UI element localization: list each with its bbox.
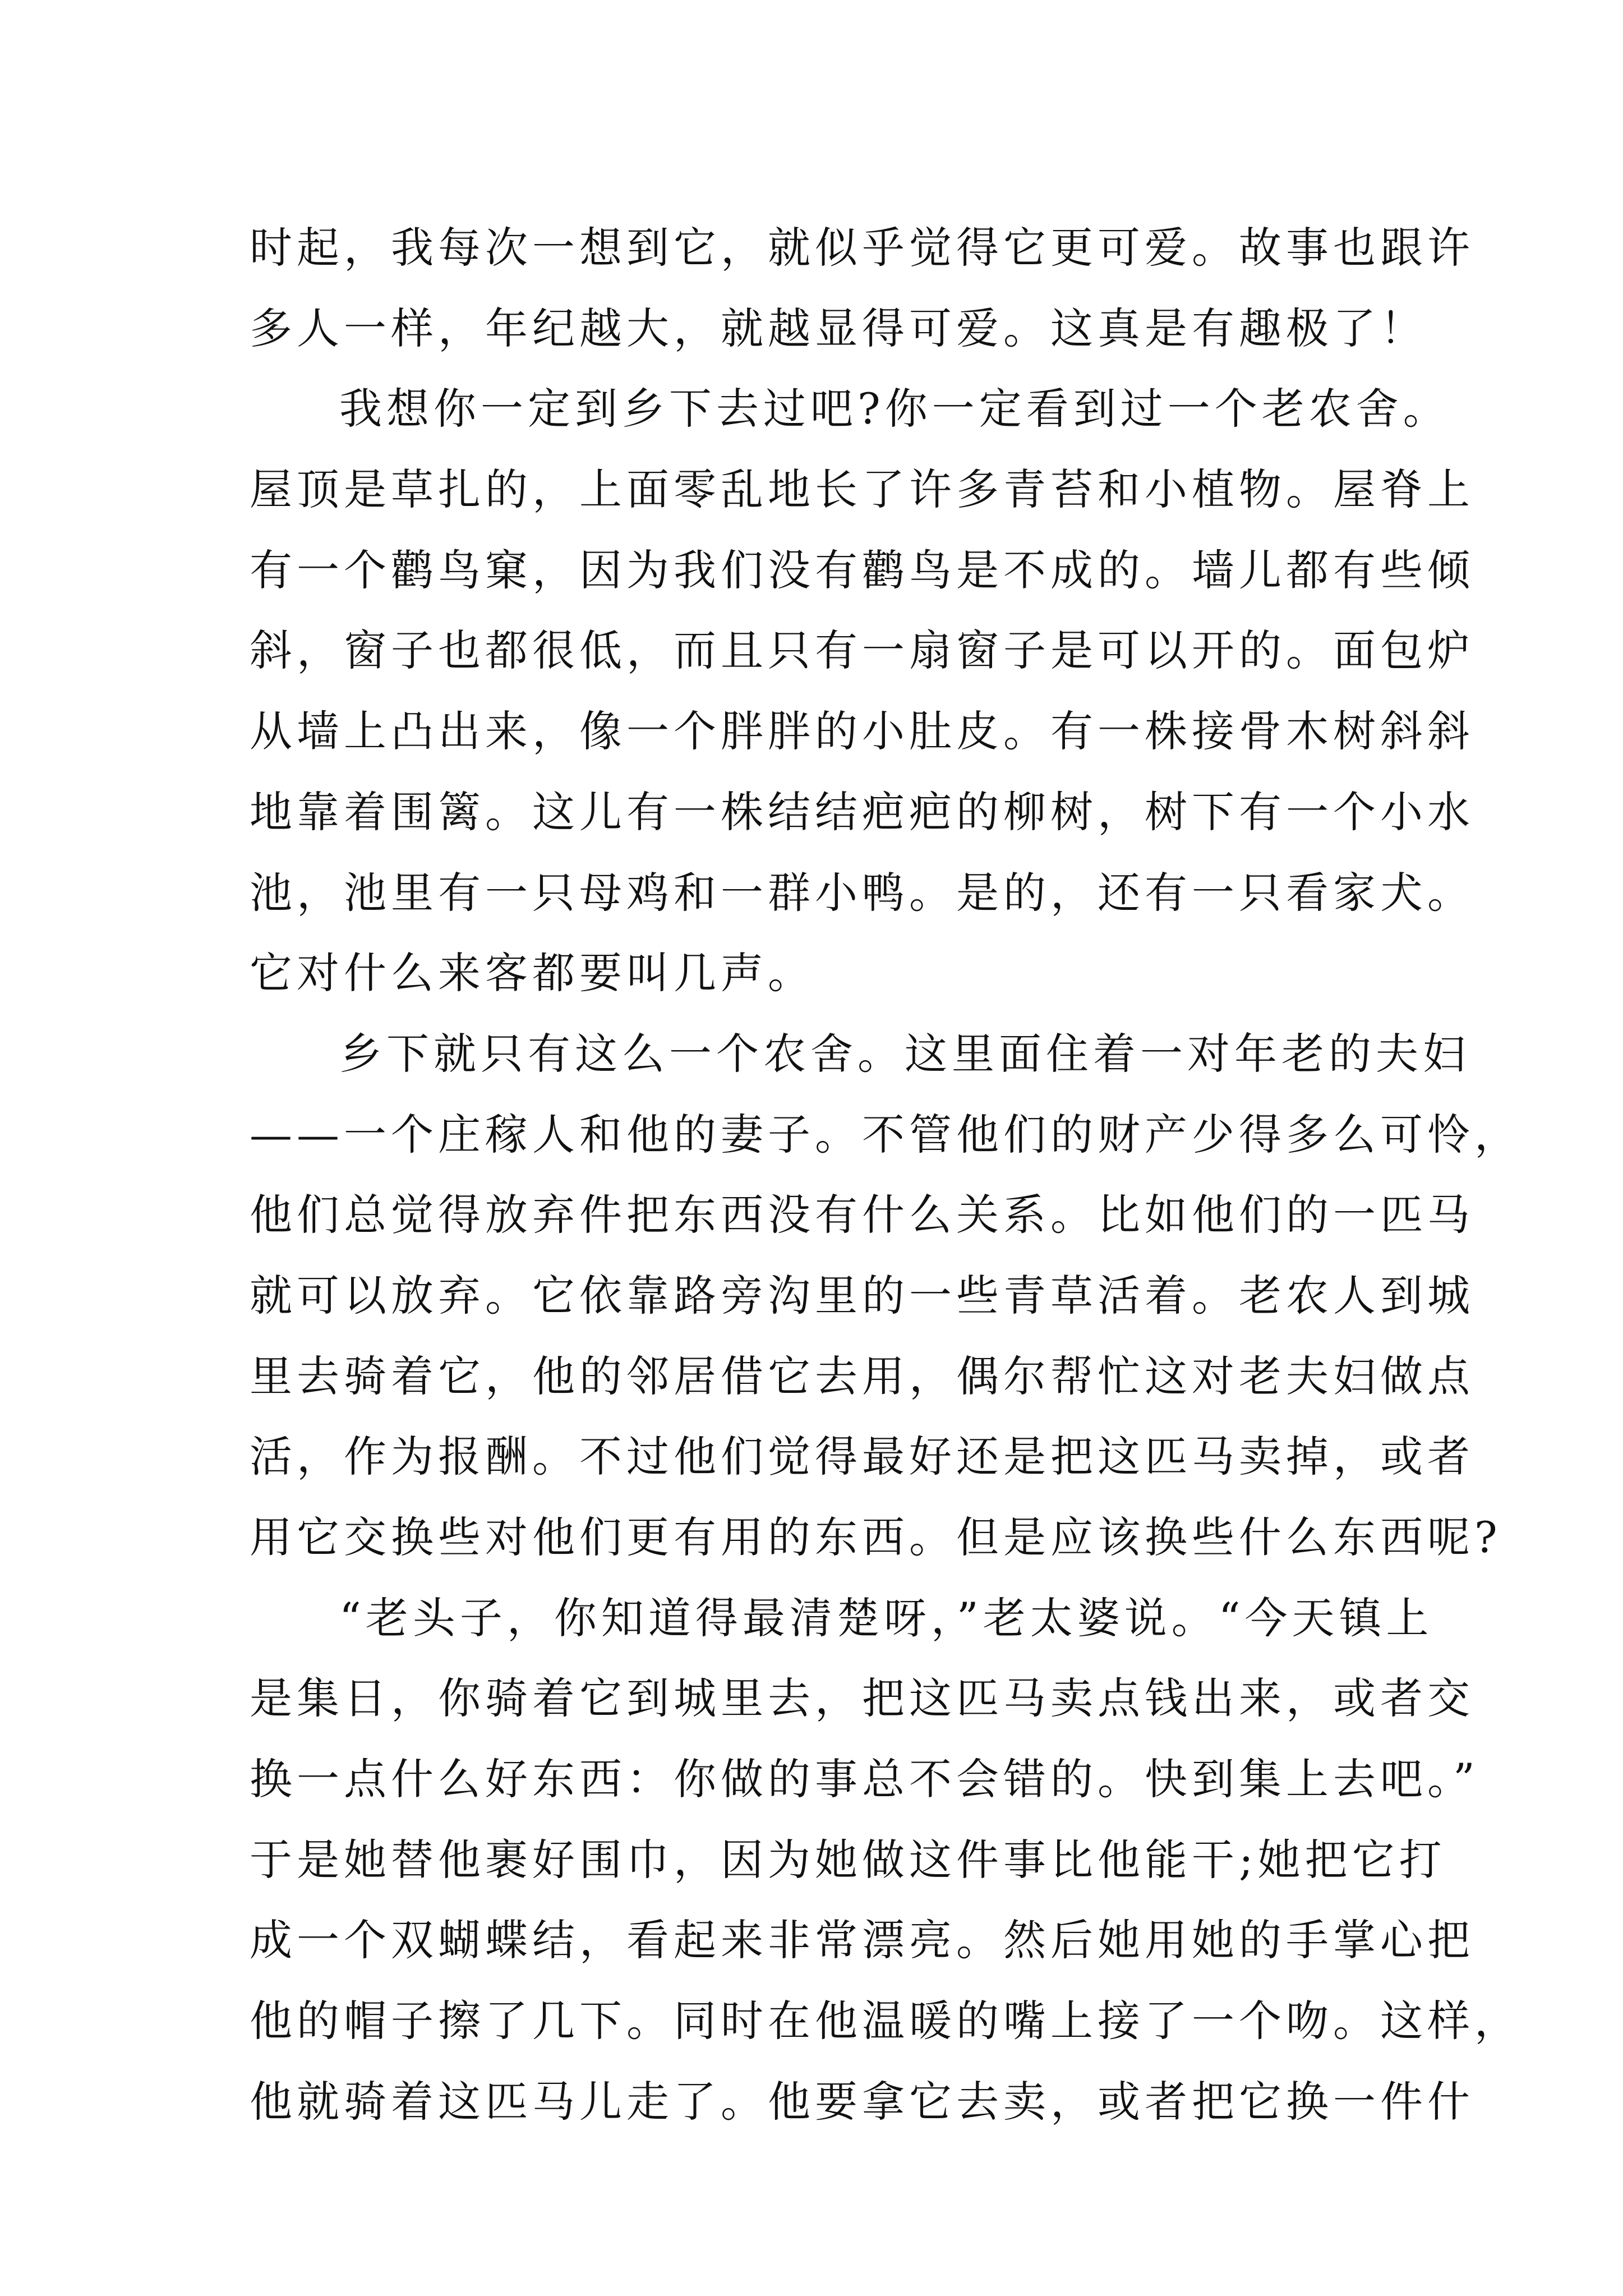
text-line: 就可以放弃。它依靠路旁沟里的一些青草活着。老农人到城 [250, 1270, 1474, 1320]
text-line: 他们总觉得放弃件把东西没有什么关系。比如他们的一匹马 [250, 1190, 1474, 1240]
text-line: 我想你一定到乡下去过吧?你一定看到过一个老农舍。 [339, 384, 1450, 434]
text-line: “老头子，你知道得最清楚呀，”老太婆说。“今天镇上 [339, 1593, 1433, 1643]
body-text [250, 208, 1521, 2142]
paragraph-1 [250, 208, 1474, 369]
text-line: 它对什么来客都要叫几声。 [250, 948, 815, 999]
paragraph-2 [250, 369, 1474, 1014]
text-line: 有一个鹳鸟窠，因为我们没有鹳鸟是不成的。墙儿都有些倾 [250, 545, 1474, 595]
text-line: 用它交换些对他们更有用的东西。但是应该换些什么东西呢? [250, 1512, 1502, 1562]
paragraph-3 [250, 1014, 1521, 1578]
text-line: 他的帽子擦了几下。同时在他温暖的嘴上接了一个吻。这样， [250, 1996, 1521, 2046]
text-line: 活，作为报酬。不过他们觉得最好还是把这匹马卖掉，或者 [250, 1432, 1474, 1482]
text-line: 池，池里有一只母鸡和一群小鸭。是的，还有一只看家犬。 [250, 867, 1474, 918]
text-line: 斜，窗子也都很低，而且只有一扇窗子是可以开的。面包炉 [250, 625, 1474, 676]
text-line: 是集日，你骑着它到城里去，把这匹马卖点钱出来，或者交 [250, 1673, 1474, 1724]
text-line: 里去骑着它，他的邻居借它去用，偶尔帮忙这对老夫妇做点 [250, 1351, 1474, 1401]
text-line: 成一个双蝴蝶结，看起来非常漂亮。然后她用她的手掌心把 [250, 1915, 1474, 1966]
text-line: 换一点什么好东西：你做的事总不会错的。快到集上去吧。” [250, 1754, 1479, 1805]
text-line: 地靠着围篱。这儿有一株结结疤疤的柳树，树下有一个小水 [250, 786, 1474, 837]
text-line: 于是她替他裹好围巾，因为她做这件事比他能干;她把它打 [250, 1834, 1446, 1885]
text-line: 乡下就只有这么一个农舍。这里面住着一对年老的夫妇 [339, 1028, 1470, 1079]
text-line: 他就骑着这匹马儿走了。他要拿它去卖，或者把它换一件什 [250, 2076, 1474, 2127]
text-line: 时起，我每次一想到它，就似乎觉得它更可爱。故事也跟许 [250, 223, 1474, 273]
paragraph-4 [250, 1578, 1521, 2142]
text-line: 从墙上凸出来，像一个胖胖的小肚皮。有一株接骨木树斜斜 [250, 706, 1474, 757]
text-line: 多人一样，年纪越大，就越显得可爱。这真是有趣极了！ [250, 303, 1427, 353]
text-line: 屋顶是草扎的，上面零乱地长了许多青苔和小植物。屋脊上 [250, 464, 1474, 515]
text-line: ——一个庄稼人和他的妻子。不管他们的财产少得多么可怜， [250, 1109, 1521, 1159]
